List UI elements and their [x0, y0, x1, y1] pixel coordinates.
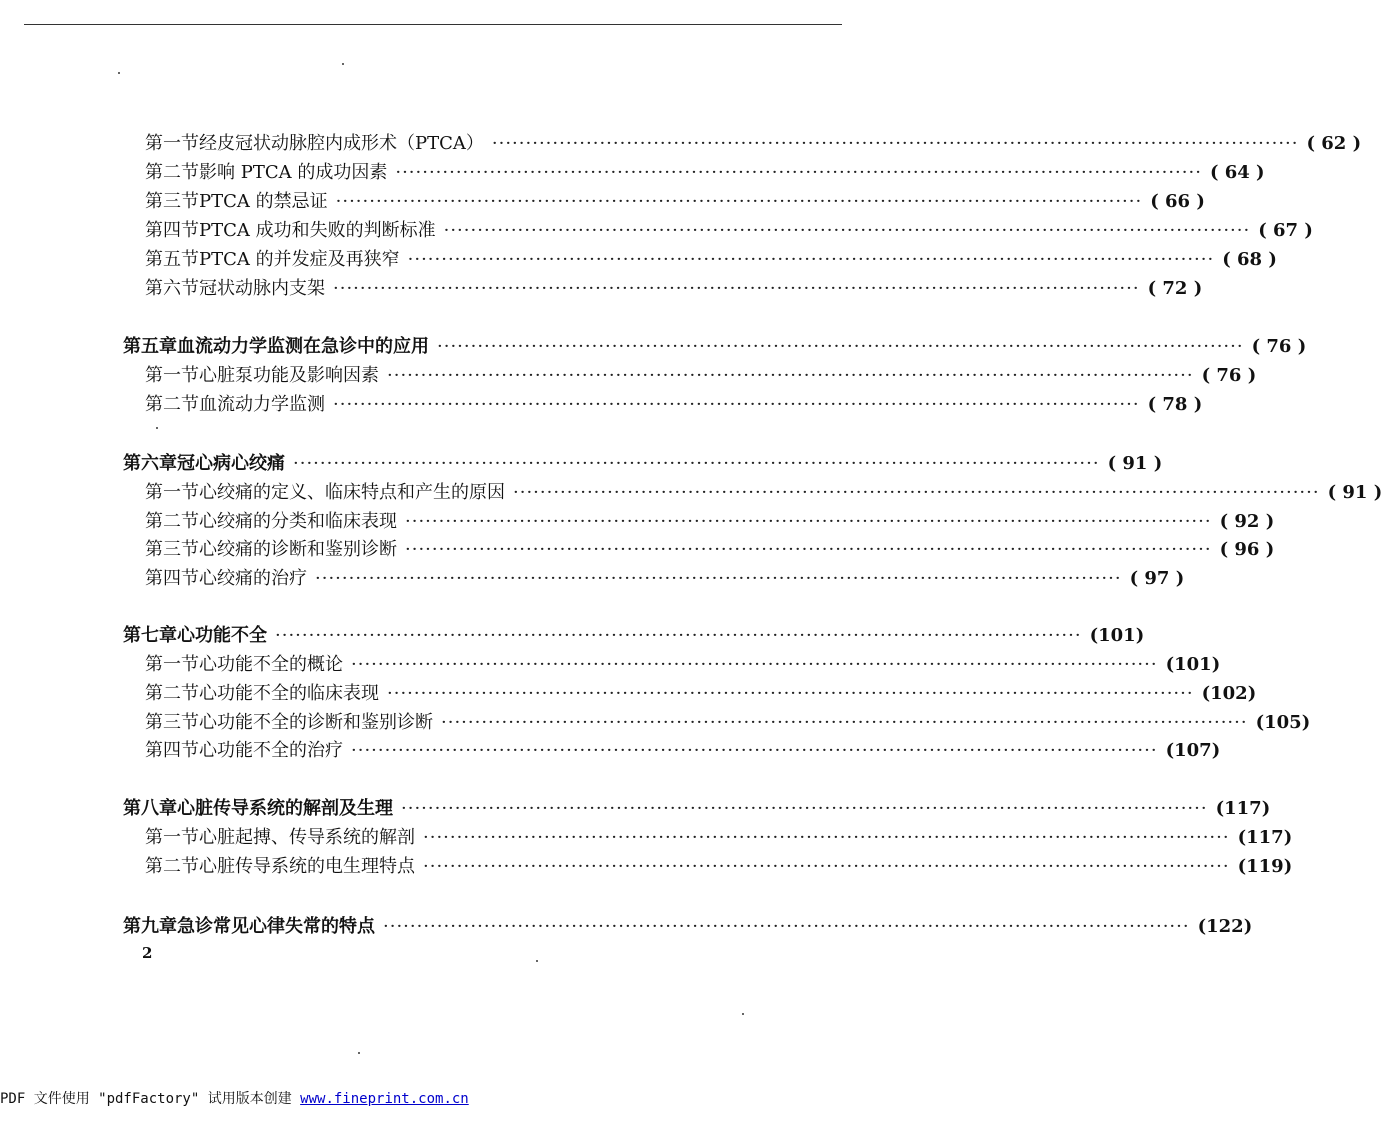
toc-dot-leader: ························································································································ — [405, 539, 1212, 560]
toc-entry-title: PTCA 的并发症及再狭窄 — [199, 249, 400, 270]
toc-entry-label: 第一节 — [145, 654, 199, 675]
toc-section-row — [145, 651, 1221, 679]
toc-section-row — [145, 508, 1275, 536]
toc-entry-label: 第四节 — [145, 220, 199, 241]
toc-entry-label: 第二节 — [145, 511, 199, 532]
toc-entry-page: (105) — [1255, 712, 1311, 733]
toc-section-row — [145, 391, 1203, 419]
footer-text: PDF 文件使用 "pdfFactory" 试用版本创建 — [0, 1091, 292, 1107]
toc-dot-leader: ························································································································ — [395, 162, 1202, 183]
toc-entry-page: (101) — [1165, 654, 1221, 675]
toc-entry-label: 第七章 — [123, 625, 177, 646]
toc-entry-label: 第三节 — [145, 191, 199, 212]
toc-section-row — [145, 130, 1362, 158]
toc-section-row — [145, 217, 1313, 245]
toc-entry-title: 冠状动脉内支架 — [199, 278, 325, 299]
toc-dot-leader: ························································································································ — [491, 133, 1299, 154]
toc-entry-title: 心功能不全的诊断和鉴别诊断 — [199, 712, 433, 733]
scan-speck — [156, 427, 158, 429]
toc-section-row — [145, 709, 1311, 737]
toc-section-row — [145, 479, 1382, 507]
toc-chapter-row — [123, 333, 1307, 361]
toc-entry-title: 急诊常见心律失常的特点 — [177, 916, 375, 937]
pdf-footer — [0, 1088, 469, 1108]
toc-dot-leader: ························································································································ — [423, 827, 1230, 848]
toc-entry-page: (117) — [1237, 827, 1293, 848]
toc-entry-label: 第六章 — [123, 453, 177, 474]
toc-dot-leader: ························································································································ — [351, 654, 1158, 675]
toc-dot-leader: ························································································································ — [437, 336, 1244, 357]
toc-entry-page: (101) — [1089, 625, 1145, 646]
toc-entry-label: 第五章 — [123, 336, 177, 357]
toc-chapter-row — [123, 795, 1271, 823]
toc-entry-label: 第四节 — [145, 740, 199, 761]
scan-speck — [342, 63, 344, 65]
toc-entry-title: 心脏传导系统的解剖及生理 — [177, 798, 393, 819]
toc-entry-page: ( 64 ) — [1209, 162, 1265, 183]
toc-section-row — [145, 824, 1293, 852]
header-rule — [24, 24, 842, 25]
toc-chapter-row — [123, 450, 1163, 478]
toc-entry-page: (102) — [1201, 683, 1257, 704]
toc-dot-leader: ························································································································ — [387, 683, 1194, 704]
toc-entry-title: 心功能不全的临床表现 — [199, 683, 379, 704]
toc-entry-label: 第八章 — [123, 798, 177, 819]
toc-section-row — [145, 362, 1257, 390]
toc-entry-label: 第五节 — [145, 249, 199, 270]
scan-speck — [742, 1013, 744, 1015]
toc-dot-leader: ························································································································ — [383, 916, 1190, 937]
toc-dot-leader: ························································································································ — [405, 511, 1212, 532]
toc-entry-page: ( 76 ) — [1251, 336, 1307, 357]
toc-entry-title: 心绞痛的分类和临床表现 — [199, 511, 397, 532]
toc-section-row — [145, 246, 1277, 274]
toc-entry-label: 第二节 — [145, 856, 199, 877]
toc-entry-title: 心脏传导系统的电生理特点 — [199, 856, 415, 877]
toc-entry-label: 第二节 — [145, 683, 199, 704]
scan-speck — [118, 72, 120, 74]
toc-entry-title: 影响 PTCA 的成功因素 — [199, 162, 388, 183]
scan-speck — [358, 1052, 360, 1054]
toc-entry-label: 第六节 — [145, 278, 199, 299]
toc-entry-page: ( 78 ) — [1147, 394, 1203, 415]
toc-section-row — [145, 275, 1203, 303]
footer-link[interactable]: www.fineprint.com.cn — [300, 1091, 469, 1107]
toc-entry-page: (117) — [1215, 798, 1271, 819]
toc-entry-page: ( 68 ) — [1222, 249, 1277, 270]
toc-entry-title: 心绞痛的诊断和鉴别诊断 — [199, 539, 397, 560]
toc-entry-page: ( 91 ) — [1107, 453, 1163, 474]
toc-entry-label: 第三节 — [145, 712, 199, 733]
page-number: 2 — [142, 944, 153, 962]
toc-dot-leader: ························································································································ — [315, 568, 1122, 589]
toc-chapter-row — [123, 622, 1145, 650]
toc-entry-label: 第九章 — [123, 916, 177, 937]
toc-dot-leader: ························································································································ — [423, 856, 1230, 877]
toc-entry-title: 血流动力学监测 — [199, 394, 325, 415]
toc-entry-label: 第一节 — [145, 133, 199, 154]
toc-entry-title: 心绞痛的治疗 — [199, 568, 307, 589]
toc-dot-leader: ························································································································ — [513, 482, 1320, 503]
toc-section-row — [145, 159, 1265, 187]
toc-section-row — [145, 536, 1275, 564]
toc-dot-leader: ························································································································ — [407, 249, 1215, 270]
toc-entry-label: 第一节 — [145, 365, 199, 386]
toc-entry-label: 第二节 — [145, 394, 199, 415]
toc-entry-page: ( 67 ) — [1258, 220, 1313, 241]
toc-entry-title: 心功能不全的概论 — [199, 654, 343, 675]
toc-entry-page: ( 62 ) — [1306, 133, 1362, 154]
toc-dot-leader: ························································································································ — [401, 798, 1208, 819]
toc-section-row — [145, 737, 1221, 765]
toc-dot-leader: ························································································································ — [351, 740, 1158, 761]
toc-entry-title: 心功能不全 — [177, 625, 267, 646]
toc-entry-title: 心脏泵功能及影响因素 — [199, 365, 379, 386]
toc-dot-leader: ························································································································ — [333, 394, 1140, 415]
toc-dot-leader: ························································································································ — [333, 278, 1140, 299]
toc-entry-title: 经皮冠状动脉腔内成形术（PTCA） — [199, 133, 484, 154]
toc-dot-leader: ························································································································ — [443, 220, 1251, 241]
toc-entry-page: ( 96 ) — [1219, 539, 1275, 560]
scan-speck — [536, 960, 538, 962]
toc-chapter-row — [123, 913, 1253, 941]
toc-entry-page: (119) — [1237, 856, 1293, 877]
toc-section-row — [145, 565, 1185, 593]
toc-entry-label: 第一节 — [145, 827, 199, 848]
toc-entry-page: ( 92 ) — [1219, 511, 1275, 532]
toc-entry-page: ( 91 ) — [1327, 482, 1382, 503]
toc-entry-page: ( 66 ) — [1150, 191, 1205, 212]
toc-entry-page: ( 97 ) — [1129, 568, 1185, 589]
toc-entry-title: 心功能不全的治疗 — [199, 740, 343, 761]
toc-dot-leader: ························································································································ — [335, 191, 1143, 212]
toc-entry-title: 心绞痛的定义、临床特点和产生的原因 — [199, 482, 505, 503]
toc-entry-title: 血流动力学监测在急诊中的应用 — [177, 336, 429, 357]
toc-entry-page: ( 72 ) — [1147, 278, 1203, 299]
toc-entry-label: 第四节 — [145, 568, 199, 589]
toc-section-row — [145, 188, 1205, 216]
toc-dot-leader: ························································································································ — [441, 712, 1248, 733]
toc-entry-title: 心脏起搏、传导系统的解剖 — [199, 827, 415, 848]
toc-entry-label: 第一节 — [145, 482, 199, 503]
toc-entry-page: (107) — [1165, 740, 1221, 761]
toc-dot-leader: ························································································································ — [293, 453, 1100, 474]
toc-entry-title: 冠心病心绞痛 — [177, 453, 285, 474]
toc-section-row — [145, 853, 1293, 881]
toc-entry-label: 第三节 — [145, 539, 199, 560]
toc-section-row — [145, 680, 1257, 708]
toc-entry-page: ( 76 ) — [1201, 365, 1257, 386]
toc-entry-title: PTCA 成功和失败的判断标准 — [199, 220, 436, 241]
toc-dot-leader: ························································································································ — [387, 365, 1194, 386]
toc-entry-page: (122) — [1197, 916, 1253, 937]
toc-entry-title: PTCA 的禁忌证 — [199, 191, 328, 212]
toc-dot-leader: ························································································································ — [275, 625, 1082, 646]
toc-entry-label: 第二节 — [145, 162, 199, 183]
